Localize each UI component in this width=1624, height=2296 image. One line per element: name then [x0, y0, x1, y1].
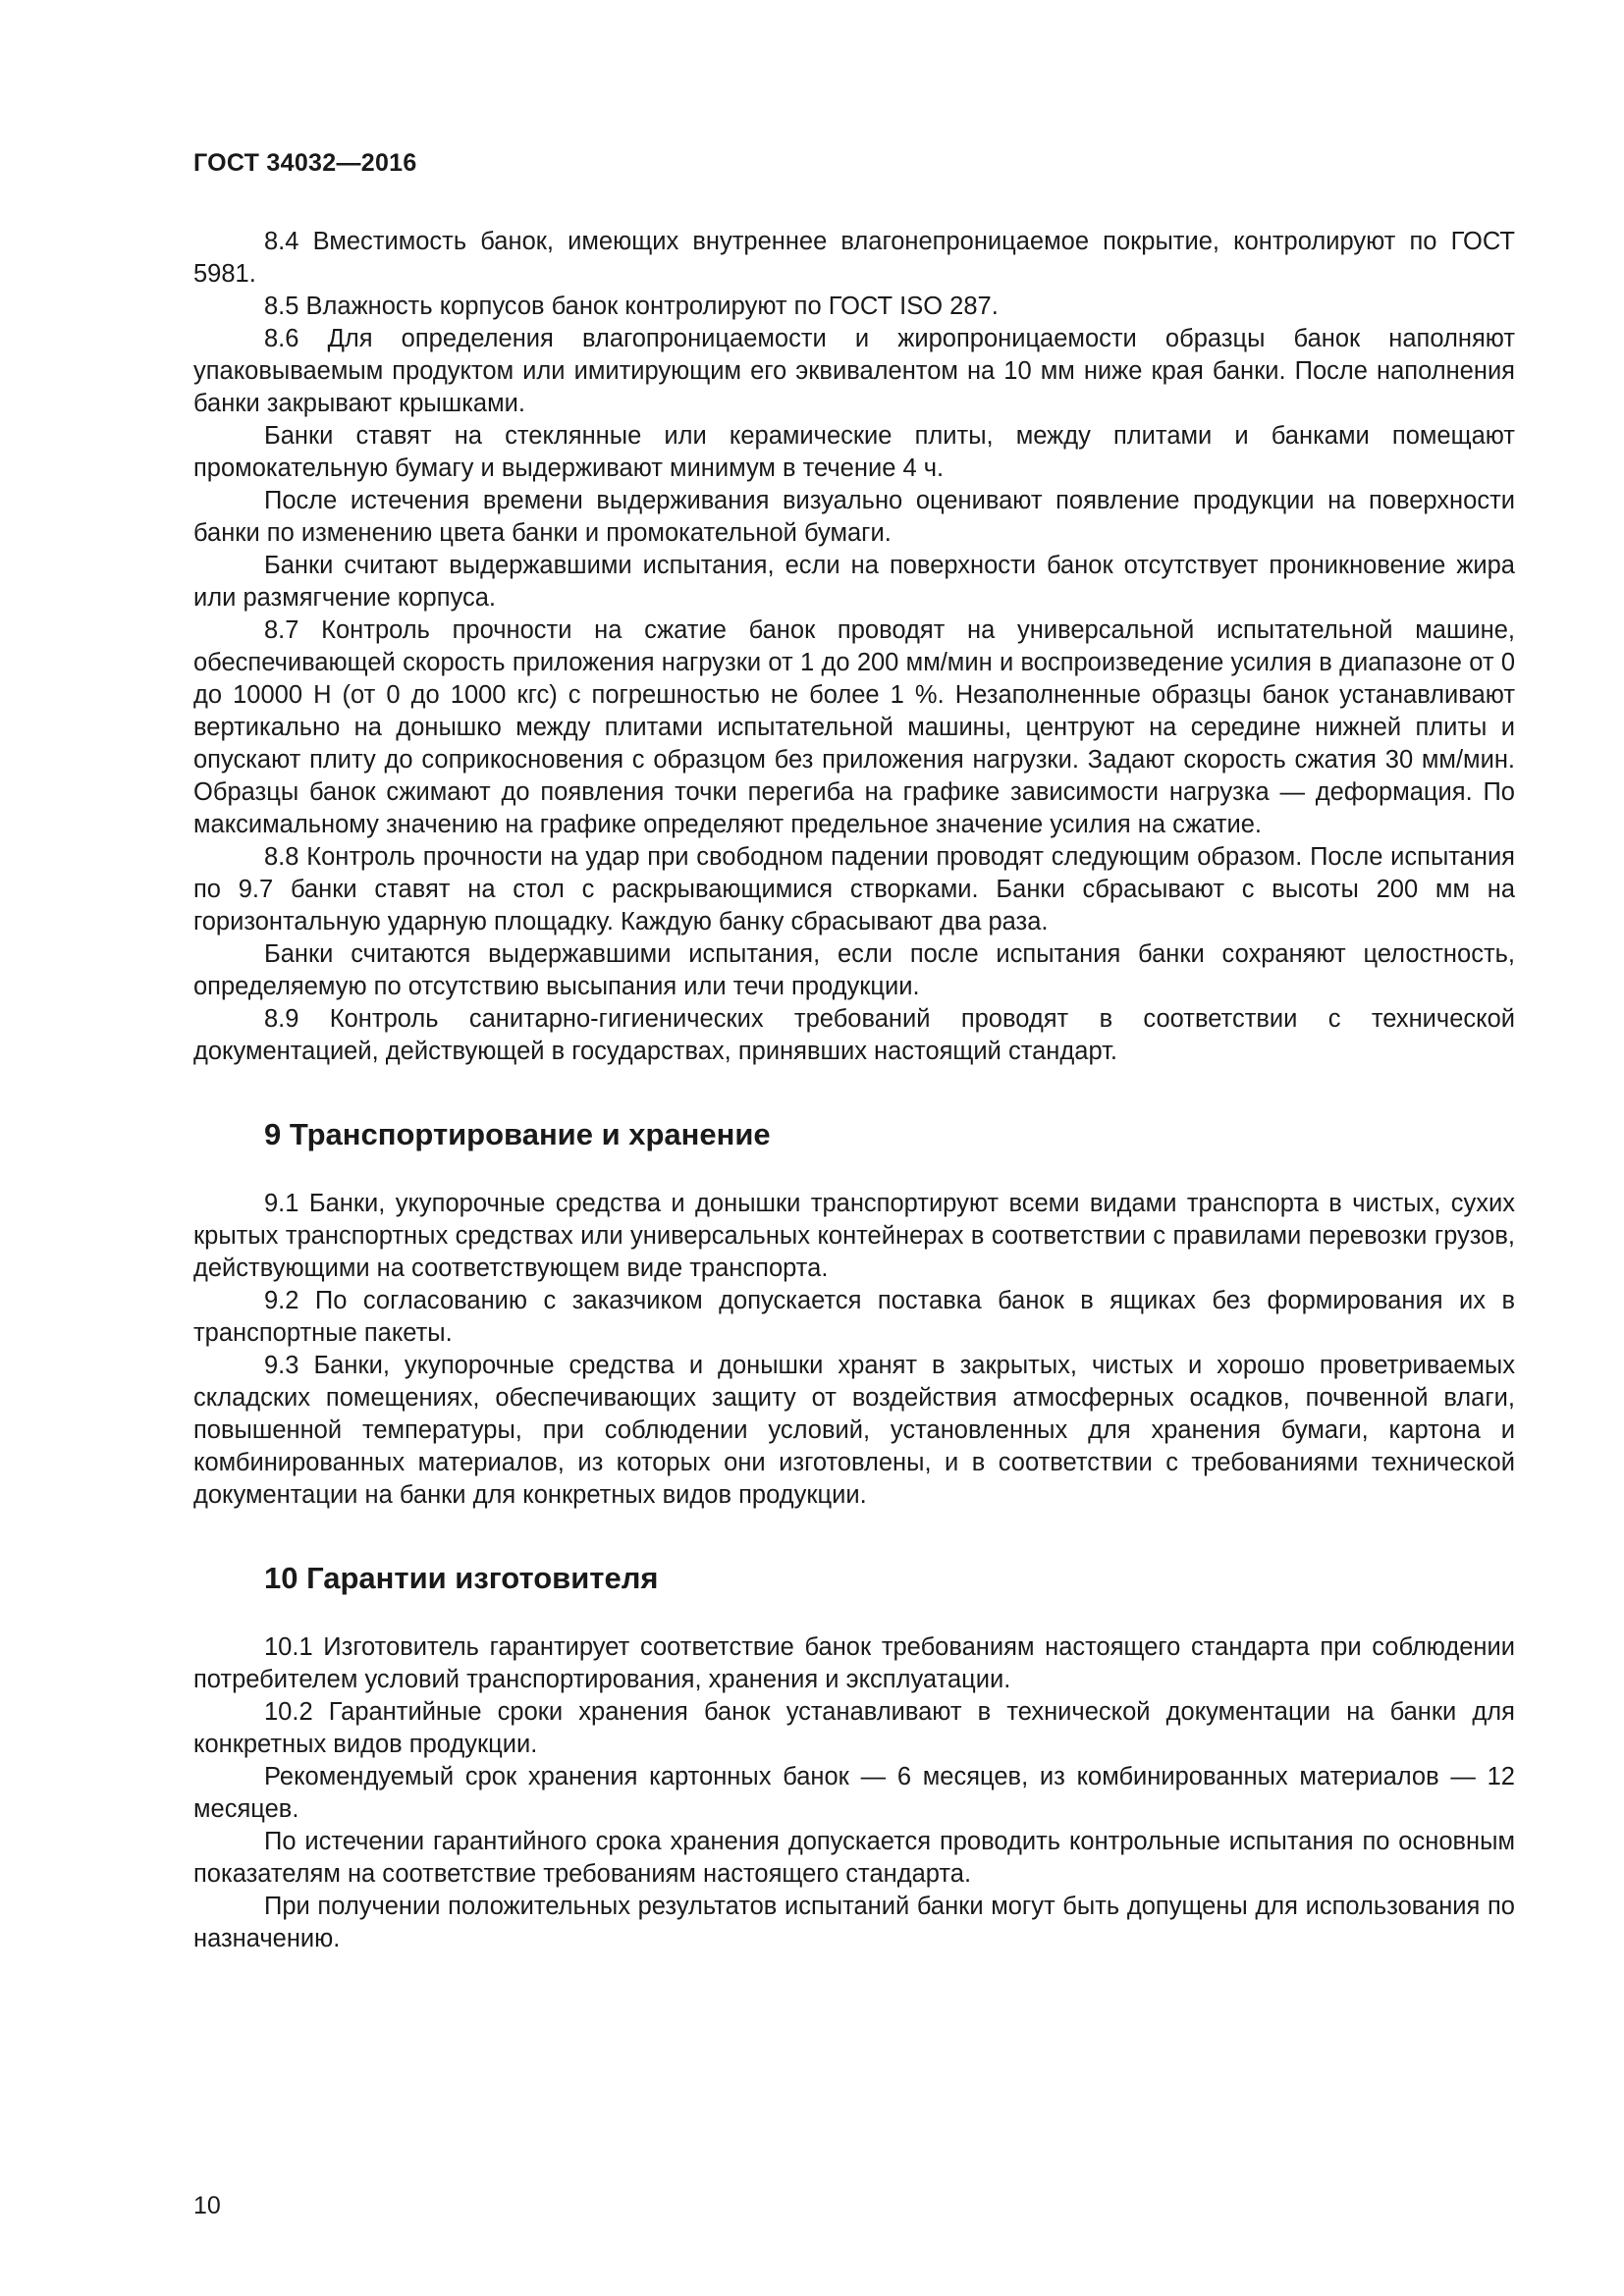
paragraph-9-1: 9.1 Банки, укупорочные средства и донышки транспортируют всеми видами транспорта в чистых, сухих крытых транспортных средствах или универсальных контейнерах в соответствии с правилами перевозки грузов, действующими на соответствующем виде транспорта.	[193, 1190, 1515, 1282]
paragraph-8-6: 8.6 Для определения влагопроницаемости и жиропроницаемости образцы банок наполняют упаковываемым продуктом или имитирующим его эквивалентом на 10 мм ниже края банки. После наполнения банки закрывают крышками.	[193, 325, 1515, 417]
paragraph-10-2-expiry: По истечении гарантийного срока хранения допускается проводить контрольные испытания по основным показателям на соответствие требованиям настоящего стандарта.	[193, 1828, 1515, 1888]
page-content	[193, 226, 1515, 1955]
paragraph-8-4: 8.4 Вместимость банок, имеющих внутреннее влагонепроницаемое покрытие, контролируют по ГОСТ 5981.	[193, 228, 1515, 288]
section-9-heading: 9 Транспортирование и хранение	[264, 1117, 771, 1151]
paragraph-8-7: 8.7 Контроль прочности на сжатие банок проводят на универсальной испытательной машине, обеспечивающей скорость приложения нагрузки от 1 до 200 мм/мин и воспроизведение усилия в диапазоне от 0 до 10000 Н (от 0 до 1000 кгс) с погрешностью не более 1 %. Незаполненные образцы банок устанавливают вертикально на донышко между плитами испытательной машины, центруют на середине нижней плиты и опускают плиту до соприкосновения с образцом без приложения нагрузки. Задают скорость сжатия 30 мм/мин. Образцы банок сжимают до появления точки перегиба на графике зависимости нагрузка — деформация. По максимальному значению на графике определяют предельное значение усилия на сжатие.	[193, 616, 1515, 838]
section-10-heading: 10 Гарантии изготовителя	[264, 1561, 659, 1595]
paragraph-8-6-plates: Банки ставят на стеклянные или керамические плиты, между плитами и банками помещают промокательную бумагу и выдерживают минимум в течение 4 ч.	[193, 422, 1515, 482]
paragraph-8-6-inspection: После истечения времени выдерживания визуально оценивают появление продукции на поверхности банки по изменению цвета банки и промокательной бумаги.	[193, 487, 1515, 547]
paragraph-10-2: 10.2 Гарантийные сроки хранения банок устанавливают в технической документации на банки для конкретных видов продукции.	[193, 1698, 1515, 1758]
paragraph-10-1: 10.1 Изготовитель гарантирует соответствие банок требованиям настоящего стандарта при соблюдении потребителем условий транспортирования, хранения и эксплуатации.	[193, 1633, 1515, 1693]
paragraph-8-8-result: Банки считаются выдержавшими испытания, если после испытания банки сохраняют целостность, определяемую по отсутствию высыпания или течи продукции.	[193, 940, 1515, 1000]
paragraph-8-9: 8.9 Контроль санитарно-гигиенических требований проводят в соответствии с технической документацией, действующей в государствах, принявших настоящий стандарт.	[193, 1005, 1515, 1065]
paragraph-9-3: 9.3 Банки, укупорочные средства и донышки хранят в закрытых, чистых и хорошо проветриваемых складских помещениях, обеспечивающих защиту от воздействия атмосферных осадков, почвенной влаги, повышенной температуры, при соблюдении условий, установленных для хранения бумаги, картона и комбинированных материалов, из которых они изготовлены, и в соответствии с требованиями технической документации на банки для конкретных видов продукции.	[193, 1352, 1515, 1509]
paragraph-9-2: 9.2 По согласованию с заказчиком допускается поставка банок в ящиках без формирования их в транспортные пакеты.	[193, 1287, 1515, 1347]
paragraph-8-6-result: Банки считают выдержавшими испытания, если на поверхности банок отсутствует проникновение жира или размягчение корпуса.	[193, 552, 1515, 612]
document-code-header: ГОСТ 34032—2016	[193, 149, 417, 177]
paragraph-8-8: 8.8 Контроль прочности на удар при свободном падении проводят следующим образом. После испытания по 9.7 банки ставят на стол с раскрывающимися створками. Банки сбрасывают с высоты 200 мм на горизонтальную ударную площадку. Каждую банку сбрасывают два раза.	[193, 843, 1515, 935]
paragraph-10-2-recommended: Рекомендуемый срок хранения картонных банок — 6 месяцев, из комбинированных материалов — 12 месяцев.	[193, 1763, 1515, 1823]
page-number: 10	[193, 2192, 221, 2219]
paragraph-8-5: 8.5 Влажность корпусов банок контролируют по ГОСТ ISO 287.	[264, 293, 999, 320]
paragraph-10-2-result: При получении положительных результатов испытаний банки могут быть допущены для использования по назначению.	[193, 1893, 1515, 1952]
